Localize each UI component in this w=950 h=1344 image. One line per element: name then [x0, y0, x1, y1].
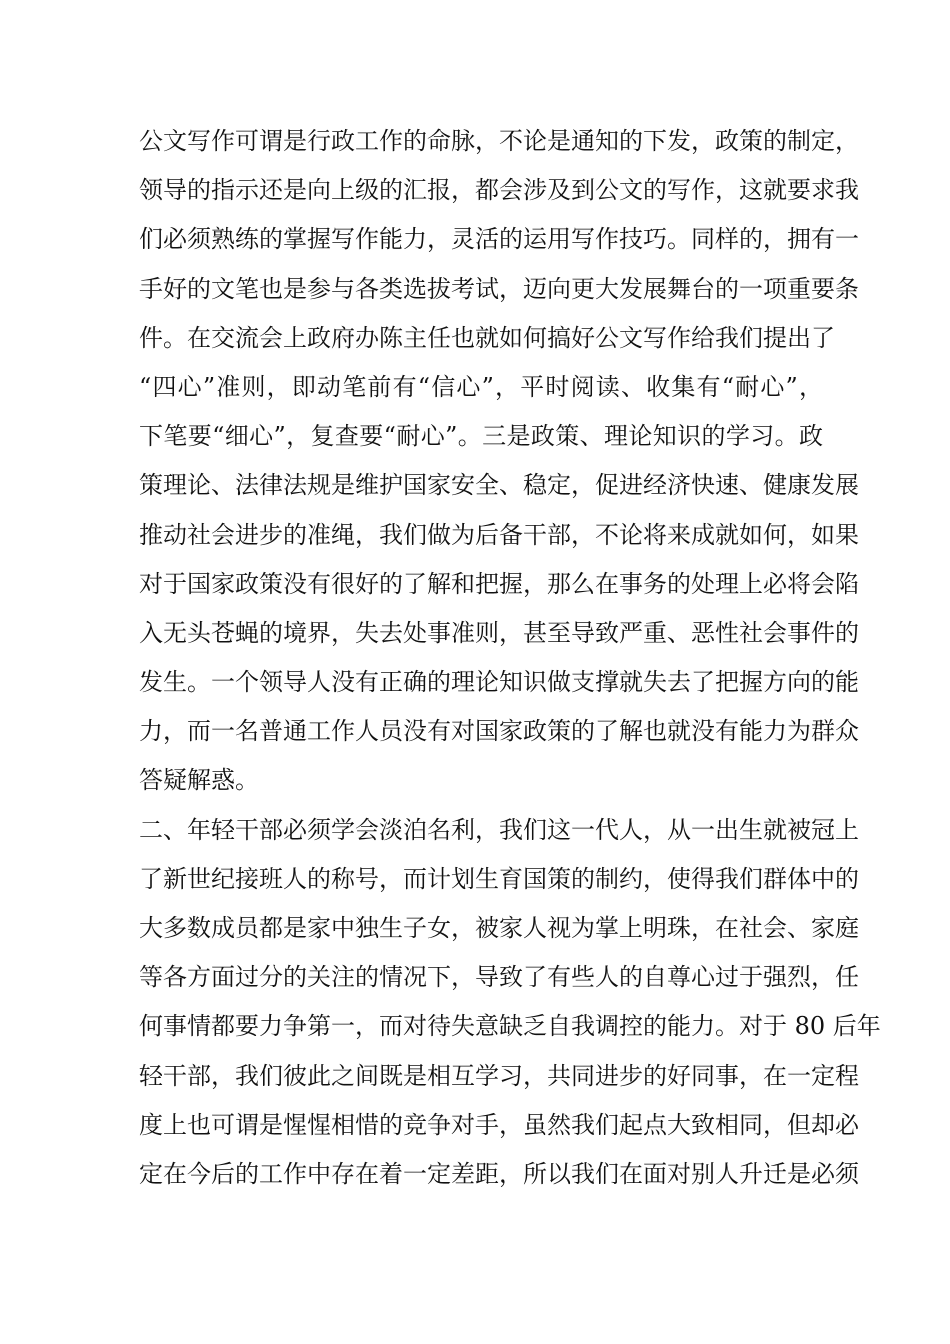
text-line-4: 手好的文笔也是参与各类选拔考试，迈向更大发展舞台的一项重要条 [139, 274, 859, 303]
body-text [139, 117, 881, 1199]
text-line-14: 答疑解惑。 [139, 766, 259, 795]
text-line-3: 们必须熟练的掌握写作能力，灵活的运用写作技巧。同样的，拥有一 [139, 225, 859, 254]
text-line-8: 策理论、法律法规是维护国家安全、稳定，促进经济快速、健康发展 [139, 471, 859, 500]
text-line-13: 力，而一名普通工作人员没有对国家政策的了解也就没有能力为群众 [139, 717, 859, 746]
text-line-16: 了新世纪接班人的称号，而计划生育国策的制约，使得我们群体中的 [139, 864, 859, 893]
text-line-10: 对于国家政策没有很好的了解和把握，那么在事务的处理上必将会陷 [139, 569, 859, 598]
text-line-2: 领导的指示还是向上级的汇报，都会涉及到公文的写作，这就要求我 [139, 176, 859, 205]
text-line-22: 定在今后的工作中存在着一定差距，所以我们在面对别人升迁是必须 [139, 1159, 859, 1188]
text-line-7: 下笔要“细心”，复查要“耐心”。三是政策、理论知识的学习。政 [139, 422, 823, 451]
text-line-11: 入无头苍蝇的境界，失去处事准则，甚至导致严重、恶性社会事件的 [139, 618, 859, 647]
text-line-6: “四心”准则，即动笔前有“信心”，平时阅读、收集有“耐心”， [139, 372, 823, 401]
text-line-17: 大多数成员都是家中独生子女，被家人视为掌上明珠，在社会、家庭 [139, 914, 859, 942]
text-line-18: 等各方面过分的关注的情况下，导致了有些人的自尊心过于强烈，任 [139, 963, 859, 992]
text-line-19: 何事情都要力争第一，而对待失意缺乏自我调控的能力。对于 80 后年 [139, 1012, 881, 1041]
text-line-9: 推动社会进步的准绳，我们做为后备干部，不论将来成就如何，如果 [139, 520, 859, 549]
text-line-1: 公文写作可谓是行政工作的命脉，不论是通知的下发，政策的制定， [139, 127, 859, 155]
text-line-15: 二、年轻干部必须学会淡泊名利，我们这一代人，从一出生就被冠上 [139, 815, 859, 844]
text-line-12: 发生。一个领导人没有正确的理论知识做支撑就失去了把握方向的能 [139, 668, 859, 697]
text-line-21: 度上也可谓是惺惺相惜的竞争对手，虽然我们起点大致相同，但却必 [139, 1110, 859, 1139]
text-line-20: 轻干部，我们彼此之间既是相互学习，共同进步的好同事，在一定程 [139, 1061, 859, 1090]
text-line-5: 件。在交流会上政府办陈主任也就如何搞好公文写作给我们提出了 [139, 323, 835, 352]
